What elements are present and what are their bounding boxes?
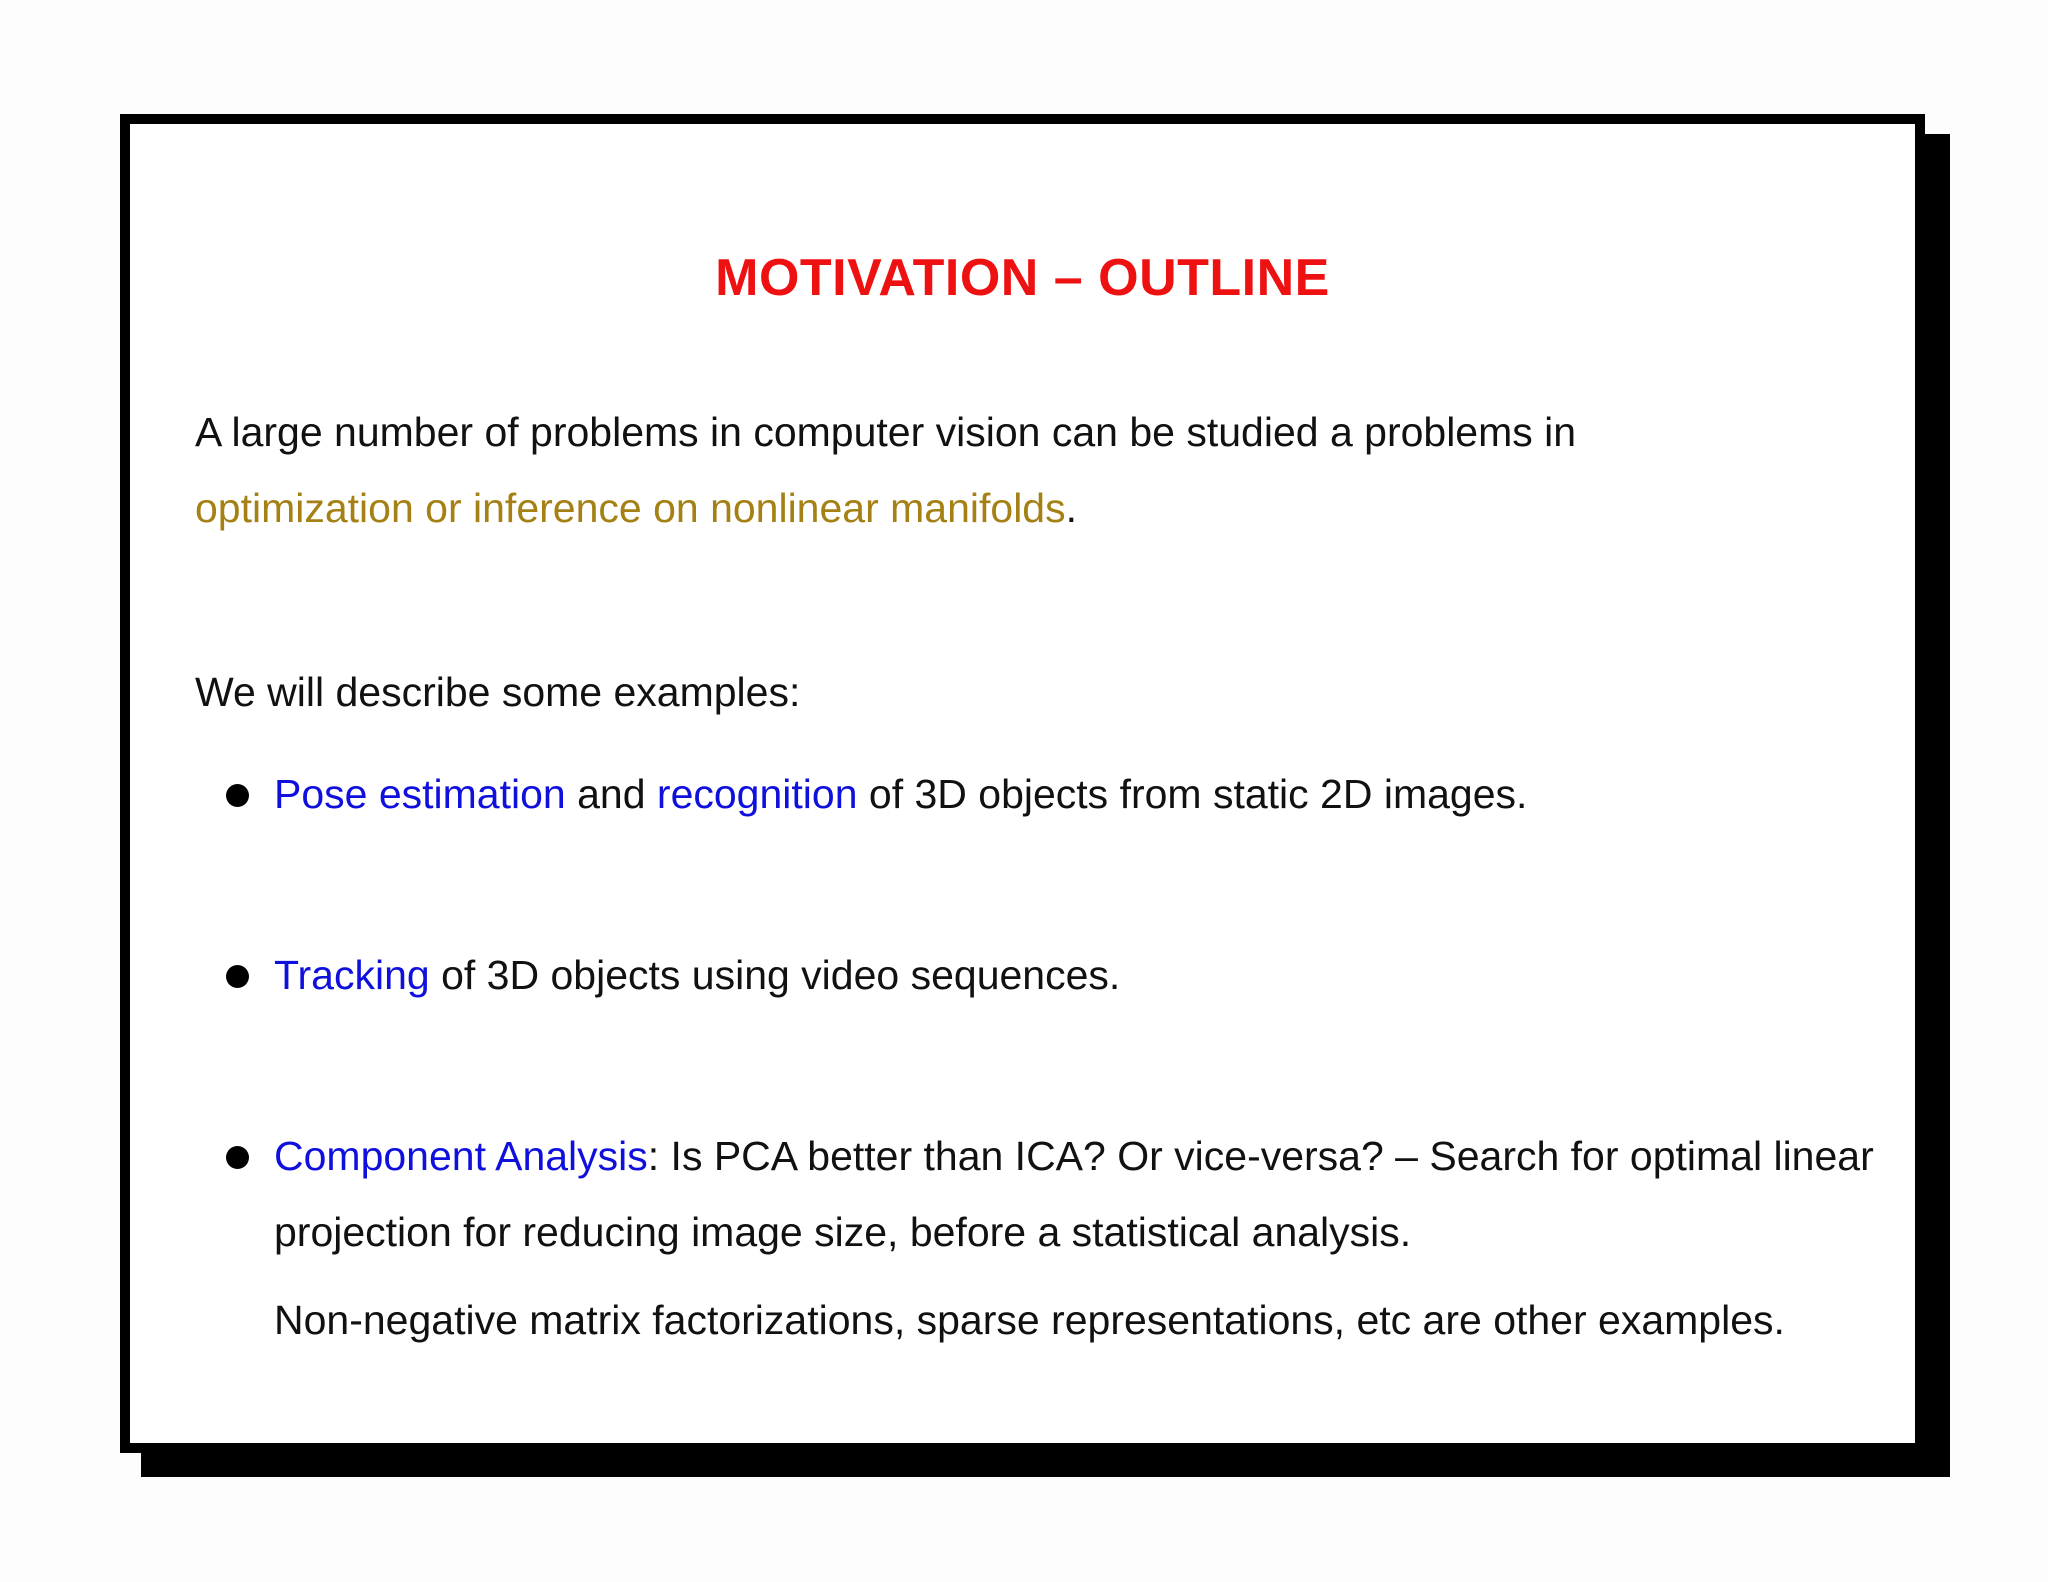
bullet-rest: of 3D objects from static 2D images.: [857, 771, 1528, 817]
term-tracking: Tracking: [274, 952, 430, 998]
intro-highlight: optimization or inference on nonlinear manifolds: [195, 485, 1066, 531]
bullet-text: [274, 1118, 1914, 1358]
intro-paragraph: [195, 394, 1895, 546]
slide-frame: [120, 114, 1925, 1453]
examples-intro: We will describe some examples:: [195, 669, 801, 715]
slide-title: MOTIVATION – OUTLINE: [715, 249, 1330, 307]
bullet-dot-icon: [226, 965, 249, 988]
bullet-rest: : Is PCA better than ICA? Or vice-versa? – Search for optimal linear projection for reducing image size, before a statistical analysis.: [274, 1133, 1874, 1255]
bullet-dot-icon: [226, 784, 249, 807]
bullet-rest: of 3D objects using video sequences.: [429, 952, 1121, 998]
connector-text: and: [565, 771, 657, 817]
bullet-main-paragraph: [274, 1118, 1914, 1270]
intro-text: A large number of problems in computer vision can be studied a problems in: [195, 409, 1577, 455]
term-component-analysis: Component Analysis: [274, 1133, 648, 1179]
bullet-dot-icon: [226, 1146, 249, 1169]
bullet-text: [274, 937, 1914, 1013]
bullet-text: [274, 756, 1914, 832]
term-pose-estimation: Pose estimation: [274, 771, 566, 817]
intro-period: .: [1065, 485, 1078, 531]
term-recognition: recognition: [656, 771, 858, 817]
bullet-continuation: Non-negative matrix factorizations, sparse representations, etc are other examples.: [274, 1297, 1785, 1343]
